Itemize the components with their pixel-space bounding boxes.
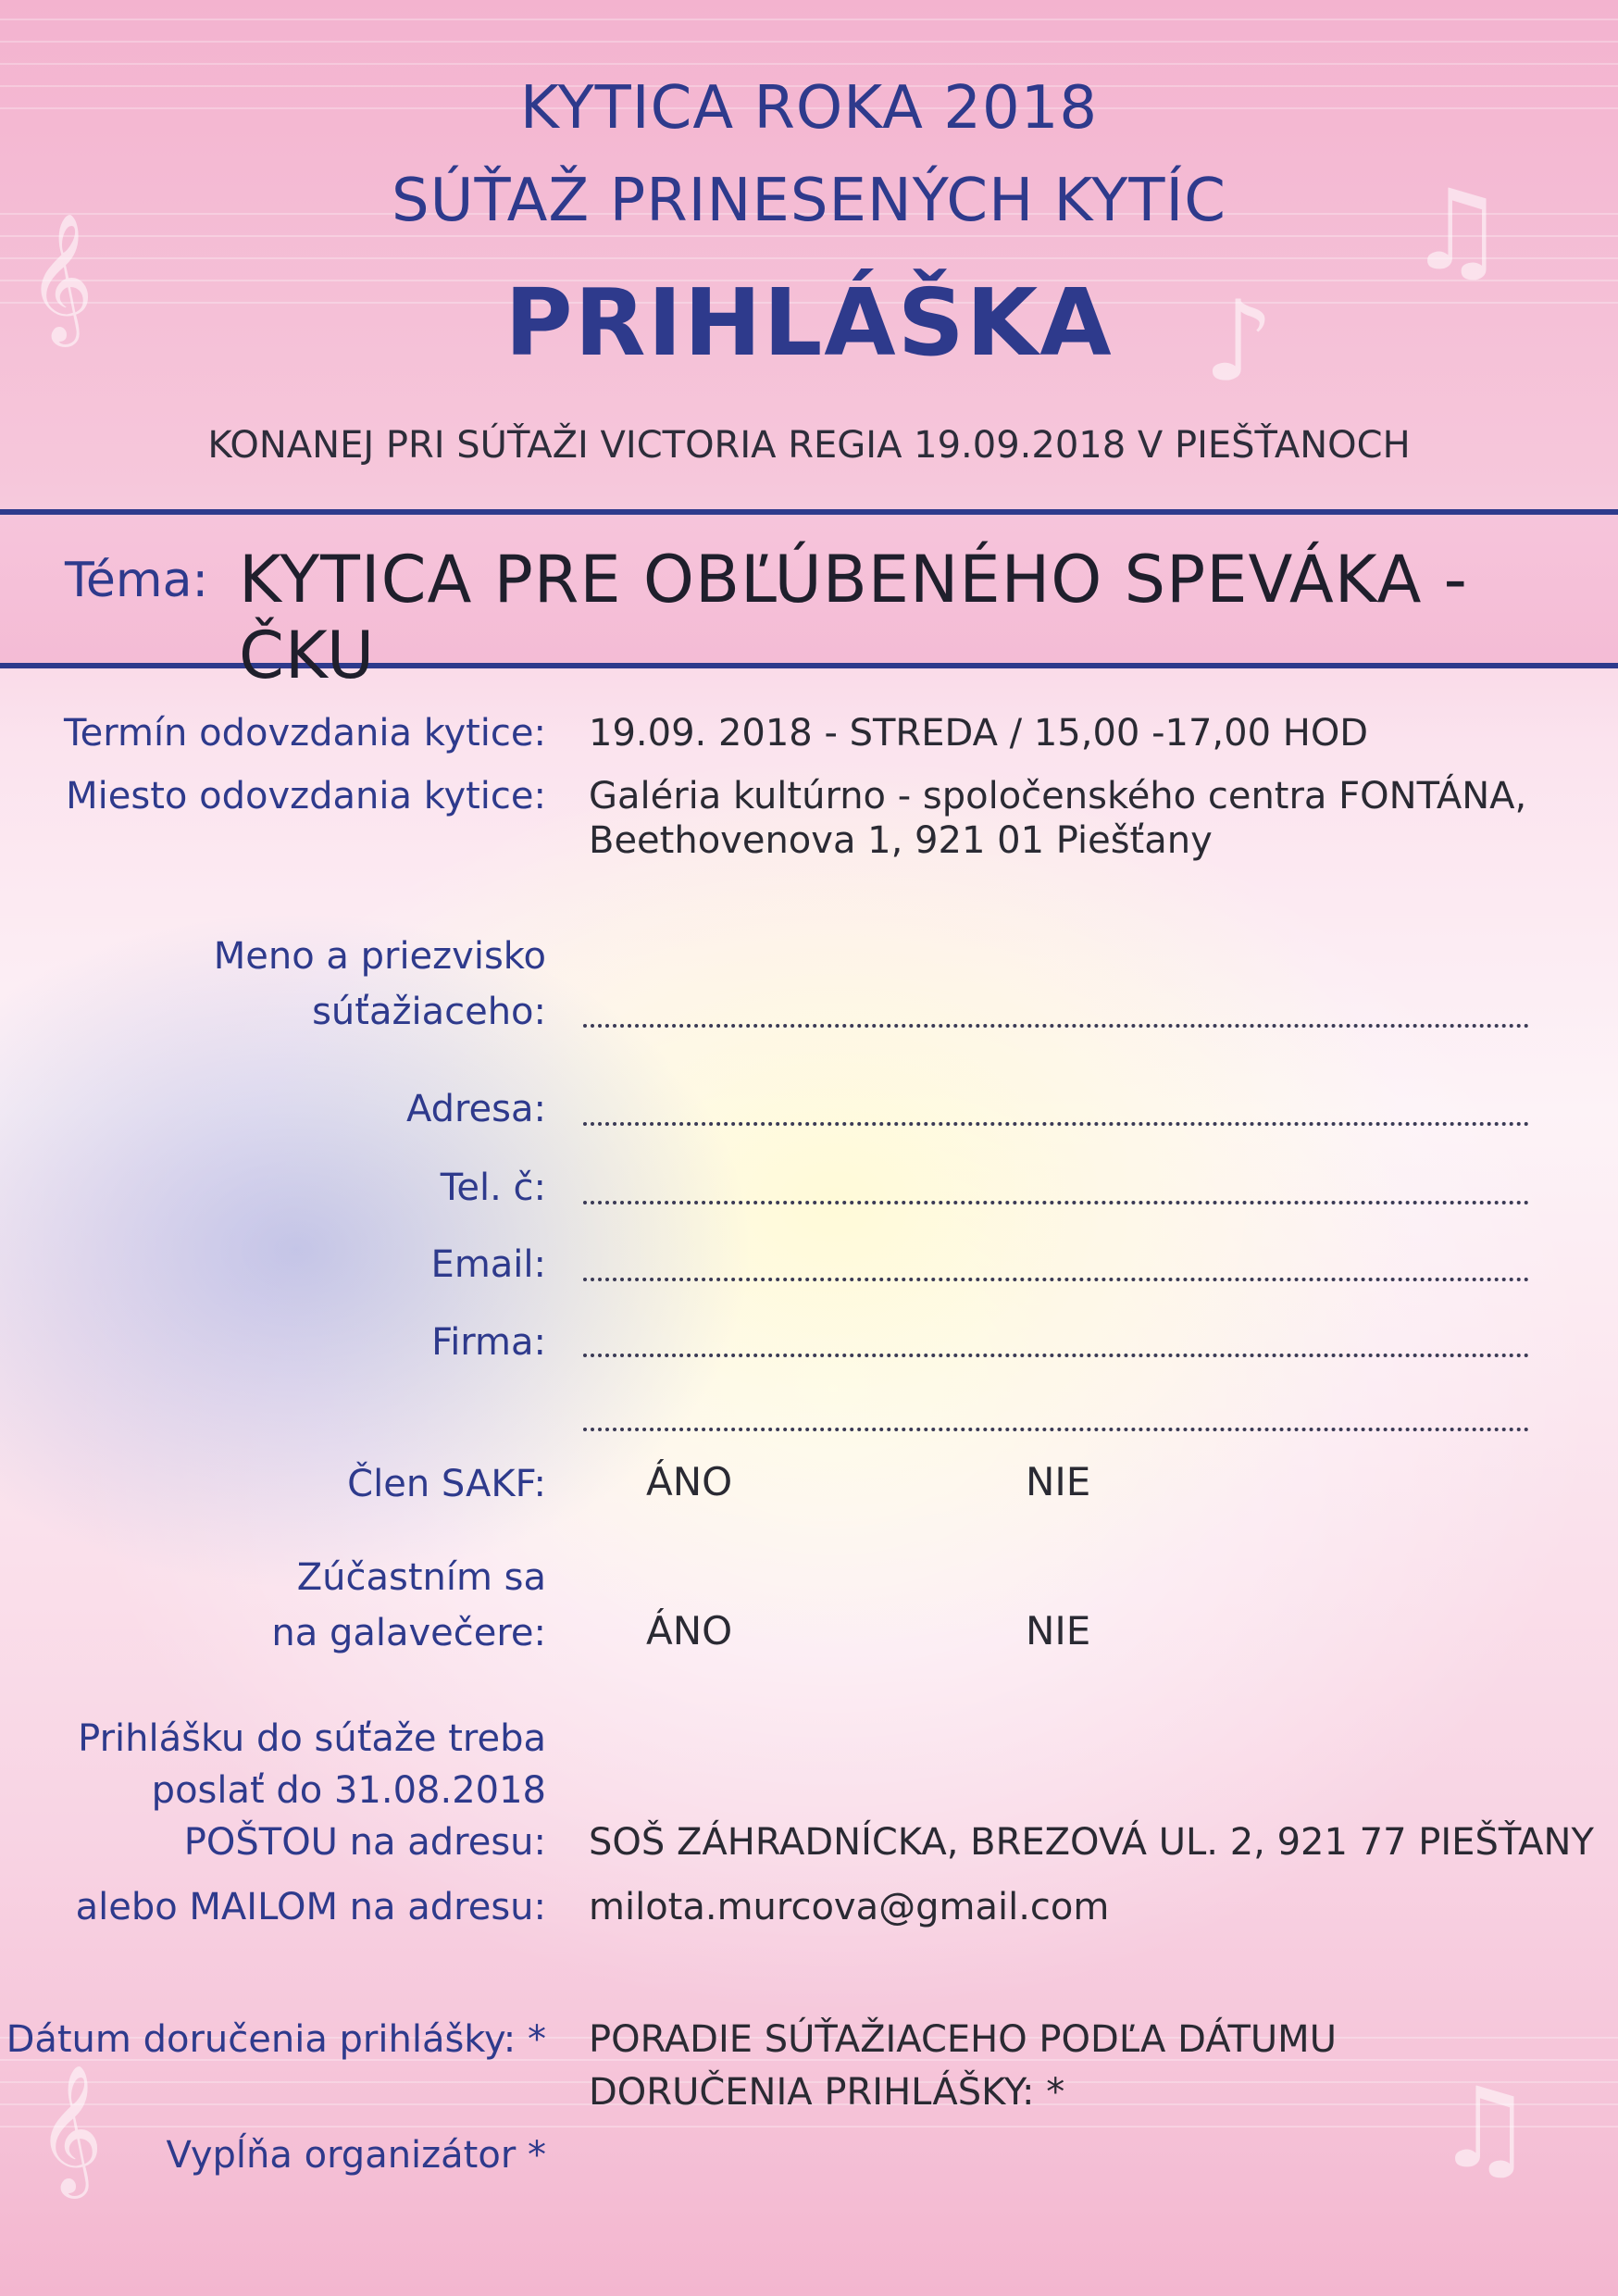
post-address: SOŠ ZÁHRADNÍCKA, BREZOVÁ UL. 2, 921 77 PIEŠŤANY xyxy=(589,1821,1594,1864)
mail-address[interactable]: milota.murcova@gmail.com xyxy=(589,1886,1110,1928)
company-label: Firma: xyxy=(431,1321,546,1364)
submission-text-line2: poslať do 31.08.2018 xyxy=(151,1769,546,1812)
gala-label-line1: Zúčastním sa xyxy=(296,1556,546,1599)
order-text-line1: PORADIE SÚŤAŽIACEHO PODĽA DÁTUMU xyxy=(589,2018,1337,2061)
email-label: Email: xyxy=(430,1243,546,1286)
mail-label: alebo MAILOM na adresu: xyxy=(75,1886,546,1928)
organizer-note: Vypĺňa organizátor * xyxy=(166,2134,546,2177)
name-field[interactable] xyxy=(583,1024,1529,1028)
email-field[interactable] xyxy=(583,1278,1529,1281)
name-label-line2: súťažiaceho: xyxy=(312,991,546,1033)
music-note-icon: ♫ xyxy=(1435,2065,1535,2193)
company-field-extra[interactable] xyxy=(583,1428,1529,1431)
form-title: PRIHLÁŠKA xyxy=(504,268,1114,377)
order-text-line2: DORUČENIA PRIHLÁŠKY: * xyxy=(589,2071,1065,2114)
post-label: POŠTOU na adresu: xyxy=(183,1821,546,1864)
address-field[interactable] xyxy=(583,1122,1529,1126)
submission-text-line1: Prihlášku do súťaže treba xyxy=(78,1717,546,1760)
term-value: 19.09. 2018 - STREDA / 15,00 -17,00 HOD xyxy=(589,712,1369,755)
gala-label-line2: na galavečere: xyxy=(271,1612,546,1654)
place-label: Miesto odovzdania kytice: xyxy=(66,775,546,817)
theme-label: Téma: xyxy=(65,553,208,608)
theme-text: KYTICA PRE OBĽÚBENÉHO SPEVÁKA - ČKU xyxy=(239,542,1468,693)
member-no-option[interactable]: NIE xyxy=(1026,1459,1091,1504)
gala-yes-option[interactable]: ÁNO xyxy=(646,1608,733,1653)
delivery-date-label: Dátum doručenia prihlášky: * xyxy=(6,2018,546,2061)
company-field[interactable] xyxy=(583,1354,1529,1357)
event-title: KYTICA ROKA 2018 xyxy=(519,74,1099,143)
event-venue-line: KONANEJ PRI SÚŤAŽI VICTORIA REGIA 19.09.2018 V PIEŠŤANOCH xyxy=(207,424,1411,467)
treble-clef-icon: 𝄞 xyxy=(28,213,93,342)
member-label: Člen SAKF: xyxy=(347,1463,546,1505)
event-subtitle: SÚŤAŽ PRINESENÝCH KYTÍC xyxy=(392,167,1226,235)
address-label: Adresa: xyxy=(405,1088,546,1130)
treble-clef-icon: 𝄞 xyxy=(37,2065,103,2193)
phone-field[interactable] xyxy=(583,1201,1529,1204)
member-yes-option[interactable]: ÁNO xyxy=(646,1459,733,1504)
term-label: Termín odovzdania kytice: xyxy=(63,712,546,755)
phone-label: Tel. č: xyxy=(440,1167,546,1209)
gala-no-option[interactable]: NIE xyxy=(1026,1608,1091,1653)
place-value-line2: Beethovenova 1, 921 01 Piešťany xyxy=(589,819,1213,862)
music-note-icon: ♫ xyxy=(1407,167,1507,295)
music-note-icon: ♪ xyxy=(1203,278,1275,406)
place-value-line1: Galéria kultúrno - spoločenského centra FONTÁNA, xyxy=(589,775,1527,817)
name-label-line1: Meno a priezvisko xyxy=(213,935,546,978)
